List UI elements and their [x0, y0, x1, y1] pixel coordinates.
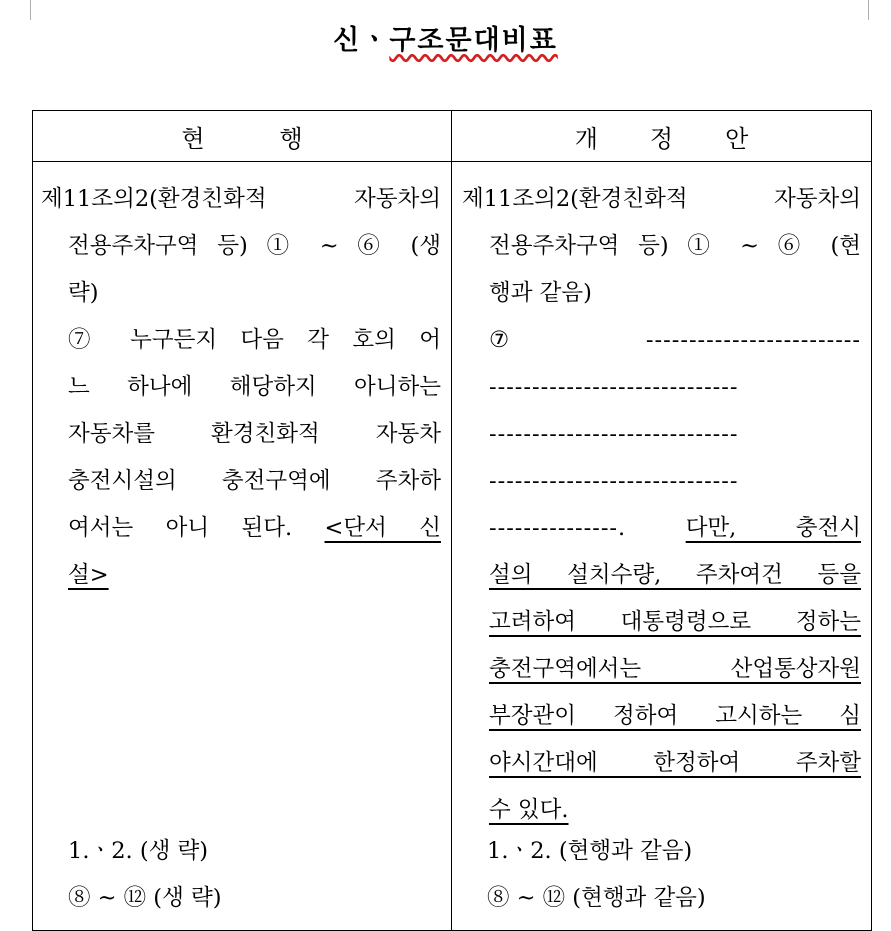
proposed-dash-tail: ---------------. [489, 515, 627, 541]
proposed-proviso-line-4: 부장관이 정하여 고시하는 심 [489, 703, 861, 729]
current-para-rest: ⑧ ~ ⑫ (생 략) [68, 885, 222, 911]
proposed-para7-start: ⑦ ------------------------- [489, 327, 861, 353]
proposed-line-3: 행과 같음) [489, 280, 592, 306]
current-law-cell [33, 162, 452, 931]
proposed-dash-line-3: ----------------------------- [489, 468, 739, 494]
proposed-law-cell [452, 162, 872, 931]
header-row [33, 111, 872, 162]
current-proviso-new-cont: 설> [68, 562, 109, 588]
proposed-items: 1.ㆍ2. (현행과 같음) [487, 838, 693, 864]
page-corner-mark-left [30, 0, 31, 20]
proposed-dash-line-1: ----------------------------- [489, 374, 739, 400]
comparison-table [32, 110, 872, 931]
current-line-6: 자동차를 환경친화적 자동차 [68, 421, 441, 447]
header-proposed-cell [452, 111, 872, 162]
proposed-law-column [452, 162, 871, 930]
header-current-cell [33, 111, 452, 162]
current-line-4: ⑦ 누구든지 다음 각 호의 어 [68, 327, 441, 353]
proposed-dash-line-2: ----------------------------- [489, 421, 739, 447]
proposed-proviso-line-1: 설의 설치수량, 주차여건 등을 [489, 562, 861, 588]
proposed-line-2: 전용주차구역 등) ① ~ ⑥ (현 [489, 233, 861, 259]
proposed-proviso-line-5: 야시간대에 한정하여 주차할 [489, 750, 861, 776]
body-row [33, 162, 872, 931]
proposed-proviso-start: 다만, 충전시 [685, 515, 861, 541]
proposed-bottom [452, 828, 871, 922]
title-rest-spellcheck: 구조문대비표 [389, 25, 558, 56]
current-line-5: 느 하나에 해당하지 아니하는 [68, 374, 441, 400]
current-line-2: 전용주차구역 등) ① ~ ⑥ (생 [68, 233, 441, 259]
current-proviso-new: <단서 신 [324, 515, 441, 541]
proposed-proviso-line-3: 충전구역에서는 산업통상자원 [489, 656, 861, 682]
title-prefix: 신ㆍ [333, 25, 390, 56]
current-line-3: 략) [68, 280, 99, 306]
proposed-para-rest: ⑧ ~ ⑫ (현행과 같음) [487, 885, 706, 911]
proposed-line-1: 제11조의2(환경친화적 자동차의 [462, 186, 861, 212]
proposed-proviso-line-6 [462, 787, 861, 834]
header-proposed: 개정안 [574, 124, 801, 153]
page-corner-mark-right [868, 0, 869, 20]
document-title [0, 18, 891, 57]
current-line-8-text: 여서는 아니 된다. [68, 515, 293, 541]
current-line-1: 제11조의2(환경친화적 자동차의 [41, 186, 441, 212]
proposed-proviso-end: 수 있다. [489, 797, 569, 823]
proposed-dash-tail-line [462, 505, 861, 552]
header-current: 현행 [181, 124, 378, 153]
current-bottom [33, 828, 451, 922]
current-line-9 [41, 552, 441, 599]
current-items: 1.ㆍ2. (생 략) [68, 838, 209, 864]
current-line-8 [41, 505, 441, 552]
proposed-proviso-line-2: 고려하여 대통령령으로 정하는 [489, 609, 861, 635]
current-law-column [33, 162, 451, 930]
current-line-7: 충전시설의 충전구역에 주차하 [68, 468, 441, 494]
